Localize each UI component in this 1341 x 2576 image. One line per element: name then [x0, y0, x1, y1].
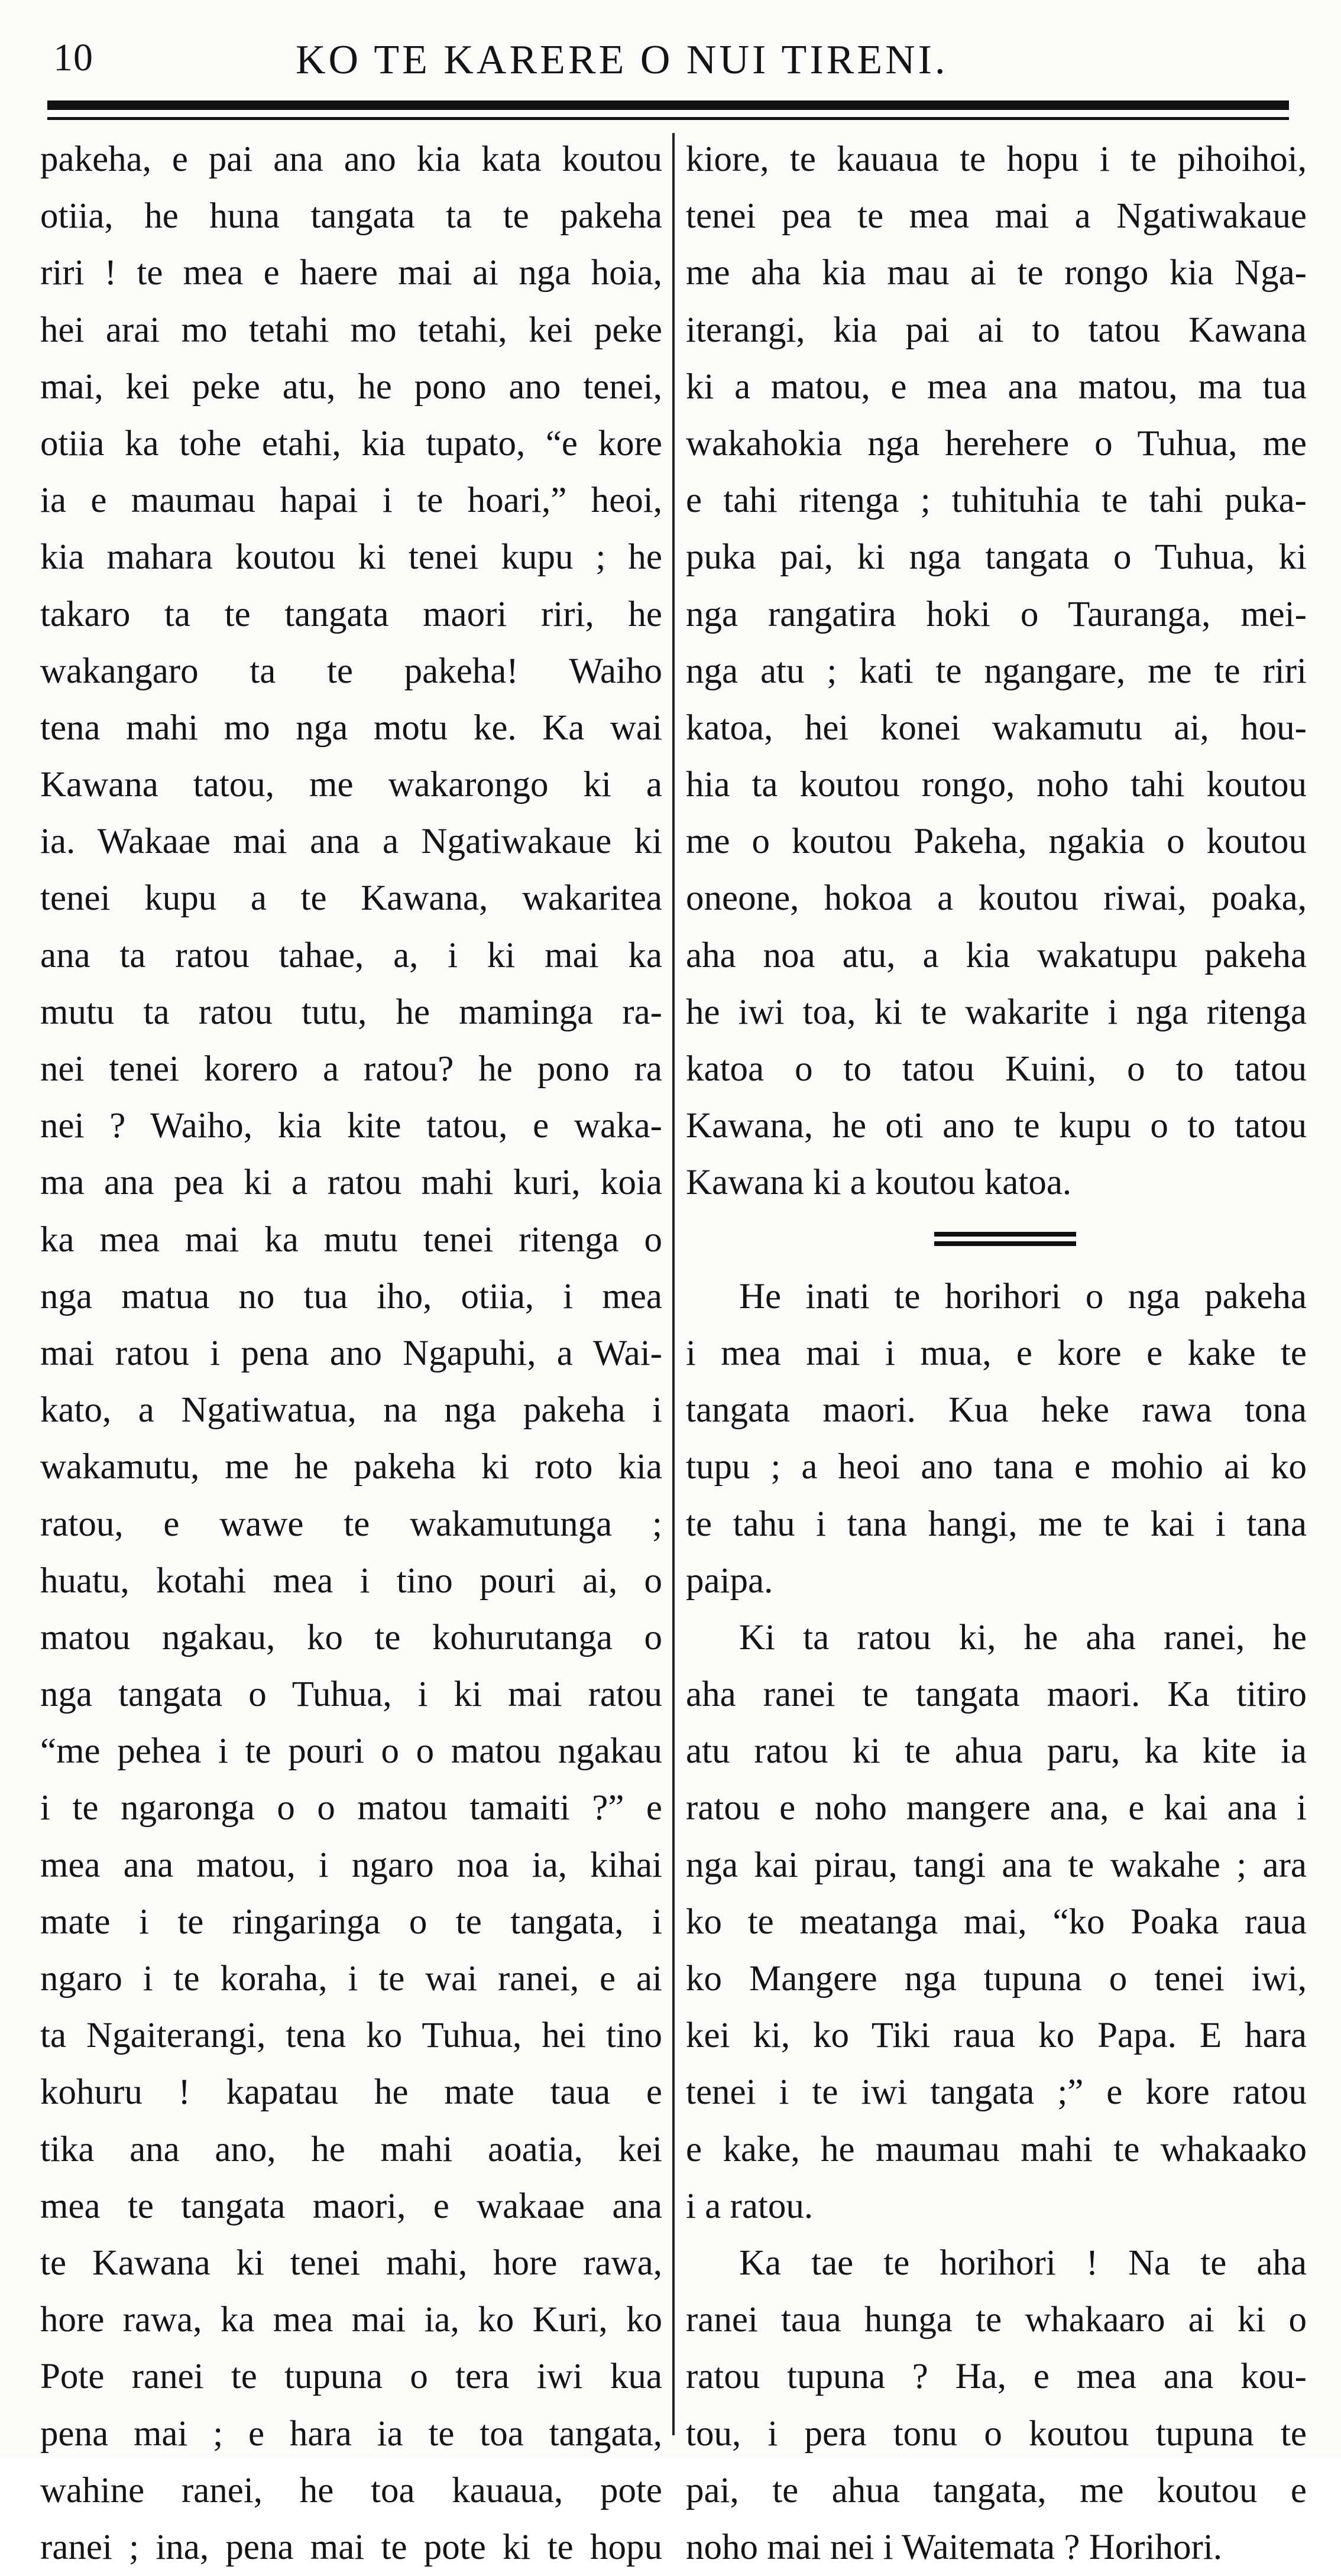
left-column-line: mea te tangata maori, e wakaae ana — [40, 2186, 662, 2226]
left-column-line: ratou, e wawe te wakamutunga ; — [40, 1504, 662, 1544]
page-header — [47, 35, 1289, 100]
left-column-line: ana ta ratou tahae, a, i ki mai ka — [40, 935, 662, 975]
paragraph-line: te tahu i tana hangi, me te kai i tana — [686, 1504, 1307, 1544]
right-column-line: me o koutou Pakeha, ngakia o koutou — [686, 822, 1307, 862]
paragraph-line: ko Mangere nga tupuna o tenei iwi, — [686, 1959, 1307, 1998]
left-column-line: nga matua no tua iho, otiia, i mea — [40, 1276, 662, 1316]
left-column-line: hore rawa, ka mea mai ia, ko Kuri, ko — [40, 2300, 662, 2340]
left-column-line: riri ! te mea e haere mai ai nga hoia, — [40, 253, 662, 293]
right-column-line: nga rangatira hoki o Tauranga, mei- — [686, 594, 1307, 634]
left-column-line: ranei ; ina, pena mai te pote ki te hopu — [40, 2527, 662, 2567]
left-column-line: pena mai ; e hara ia te toa tangata, — [40, 2413, 662, 2454]
left-column-line: huatu, kotahi mea i tino pouri ai, o — [40, 1560, 662, 1601]
right-column-line: katoa, hei konei wakamutu ai, hou- — [686, 708, 1307, 748]
paragraph-line: noho mai nei i Waitemata ? Horihori. — [686, 2527, 1223, 2567]
left-column-line: tenei kupu a te Kawana, wakaritea — [40, 878, 662, 919]
left-column-line: nga tangata o Tuhua, i ki mai ratou — [40, 1675, 662, 1715]
right-column-line: aha noa atu, a kia wakatupu pakeha — [686, 935, 1307, 975]
paragraph-line: He inati te horihori o nga pakeha — [739, 1276, 1307, 1316]
paragraph-line: Ki ta ratou ki, he aha ranei, he — [739, 1617, 1307, 1657]
paragraph-line: paipa. — [686, 1560, 773, 1601]
paragraph-line: pai, te ahua tangata, me koutou e — [686, 2470, 1307, 2510]
paragraph-line: ratou tupuna ? Ha, e mea ana kou- — [686, 2357, 1307, 2397]
left-column-line: kia mahara koutou ki tenei kupu ; he — [40, 537, 662, 578]
left-column-line: mea ana matou, i ngaro noa ia, kihai — [40, 1845, 662, 1885]
left-column-line: kohuru ! kapatau he mate taua e — [40, 2072, 662, 2113]
left-column-line: ma ana pea ki a ratou mahi kuri, koia — [40, 1163, 662, 1203]
left-column-line: wahine ranei, he toa kauaua, pote — [40, 2470, 662, 2510]
right-column-line: he iwi toa, ki te wakarite i nga ritenga — [686, 992, 1307, 1032]
left-column-line: ia e maumau hapai i te hoari,” heoi, — [40, 481, 662, 521]
paragraph-line: tou, i pera tonu o koutou tupuna te — [686, 2413, 1307, 2454]
left-column-line: i te ngaronga o o matou tamaiti ?” e — [40, 1788, 662, 1828]
paragraph-line: Ka tae te horihori ! Na te aha — [739, 2243, 1307, 2283]
right-column — [686, 131, 1307, 2576]
separator-bar — [934, 1232, 1076, 1237]
paragraph-line: tenei i te iwi tangata ;” e kore ratou — [686, 2072, 1307, 2113]
right-column-line: e tahi ritenga ; tuhituhia te tahi puka- — [686, 481, 1307, 521]
left-column-line: hei arai mo tetahi mo tetahi, kei peke — [40, 310, 662, 350]
paragraph-line: aha ranei te tangata maori. Ka titiro — [686, 1675, 1307, 1715]
left-column-line: wakamutu, me he pakeha ki roto kia — [40, 1447, 662, 1487]
paragraph-line: ranei taua hunga te whakaaro ai ki o — [686, 2300, 1307, 2340]
left-column-line: otiia ka tohe etahi, kia tupato, “e kore — [40, 423, 662, 463]
paragraph-line: tangata maori. Kua heke rawa tona — [686, 1390, 1307, 1430]
right-column-line: oneone, hokoa a koutou riwai, poaka, — [686, 878, 1307, 919]
left-column-line: takaro ta te tangata maori riri, he — [40, 594, 662, 634]
right-column-line: tenei pea te mea mai a Ngatiwakaue — [686, 196, 1307, 236]
right-column-line: ki a matou, e mea ana matou, ma tua — [686, 366, 1307, 407]
left-column-line: ngaro i te koraha, i te wai ranei, e ai — [40, 1959, 662, 1998]
left-column-line: Pote ranei te tupuna o tera iwi kua — [40, 2357, 662, 2397]
left-column-line: mate i te ringaringa o te tangata, i — [40, 1902, 662, 1942]
right-column-line: me aha kia mau ai te rongo kia Nga- — [686, 253, 1307, 293]
header-rule-thin — [47, 117, 1289, 120]
paragraph-line: e kake, he maumau mahi te whakaako — [686, 2129, 1307, 2169]
right-column-line: nga atu ; kati te ngangare, me te riri — [686, 651, 1307, 691]
paragraph-line: kei ki, ko Tiki raua ko Papa. E hara — [686, 2016, 1307, 2056]
right-column-line: wakahokia nga herehere o Tuhua, me — [686, 423, 1307, 463]
left-column-line: ka mea mai ka mutu tenei ritenga o — [40, 1219, 662, 1260]
paragraph-line: ko te meatanga mai, “ko Poaka raua — [686, 1902, 1307, 1942]
left-column-line: Kawana tatou, me wakarongo ki a — [40, 765, 662, 805]
paragraph-line: i a ratou. — [686, 2186, 814, 2226]
separator-bar — [934, 1241, 1076, 1246]
left-column-line: otiia, he huna tangata ta te pakeha — [40, 196, 662, 236]
left-column-line: ta Ngaiterangi, tena ko Tuhua, hei tino — [40, 2016, 662, 2056]
section-separator — [686, 1212, 1307, 1268]
left-column-line: ia. Wakaae mai ana a Ngatiwakaue ki — [40, 822, 662, 862]
left-column-line: wakangaro ta te pakeha! Waiho — [40, 651, 662, 691]
right-column-line: kiore, te kauaua te hopu i te pihoihoi, — [686, 139, 1307, 179]
left-column-line: te Kawana ki tenei mahi, hore rawa, — [40, 2243, 662, 2283]
left-column-line: pakeha, e pai ana ano kia kata koutou — [40, 139, 662, 179]
paragraph-line: tupu ; a heoi ano tana e mohio ai ko — [686, 1447, 1307, 1487]
paragraph-line: ratou e noho mangere ana, e kai ana i — [686, 1788, 1307, 1828]
paragraph-line: atu ratou ki te ahua paru, ka kite ia — [686, 1731, 1307, 1772]
left-column-line: “me pehea i te pouri o o matou ngakau — [40, 1731, 662, 1772]
left-column-line: mutu ta ratou tutu, he maminga ra- — [40, 992, 662, 1032]
page-number: 10 — [53, 36, 93, 79]
left-column-line: nei ? Waiho, kia kite tatou, e waka- — [40, 1106, 662, 1146]
paragraph-line: nga kai pirau, tangi ana te wakahe ; ara — [686, 1845, 1307, 1885]
right-column-line: puka pai, ki nga tangata o Tuhua, ki — [686, 537, 1307, 578]
right-column-line: Kawana ki a koutou katoa. — [686, 1163, 1072, 1203]
right-column-line: katoa o to tatou Kuini, o to tatou — [686, 1049, 1307, 1089]
left-column-line: kato, a Ngatiwatua, na nga pakeha i — [40, 1390, 662, 1430]
right-column-line: iterangi, kia pai ai to tatou Kawana — [686, 310, 1307, 350]
left-column — [40, 131, 662, 2576]
left-column-line: mai ratou i pena ano Ngapuhi, a Wai- — [40, 1333, 662, 1373]
left-column-line: tika ana ano, he mahi aoatia, kei — [40, 2129, 662, 2169]
left-column-line: nei tenei korero a ratou? he pono ra — [40, 1049, 662, 1089]
right-column-line: hia ta koutou rongo, noho tahi koutou — [686, 765, 1307, 805]
running-title: KO TE KARERE O NUI TIRENI. — [296, 37, 948, 83]
column-divider — [672, 133, 675, 2435]
right-column-line: Kawana, he oti ano te kupu o to tatou — [686, 1106, 1307, 1146]
left-column-line: tena mahi mo nga motu ke. Ka wai — [40, 708, 662, 748]
left-column-line: mai, kei peke atu, he pono ano tenei, — [40, 366, 662, 407]
left-column-line: matou ngakau, ko te kohurutanga o — [40, 1617, 662, 1657]
header-rule-heavy — [47, 100, 1289, 110]
paragraph-line: i mea mai i mua, e kore e kake te — [686, 1333, 1307, 1373]
